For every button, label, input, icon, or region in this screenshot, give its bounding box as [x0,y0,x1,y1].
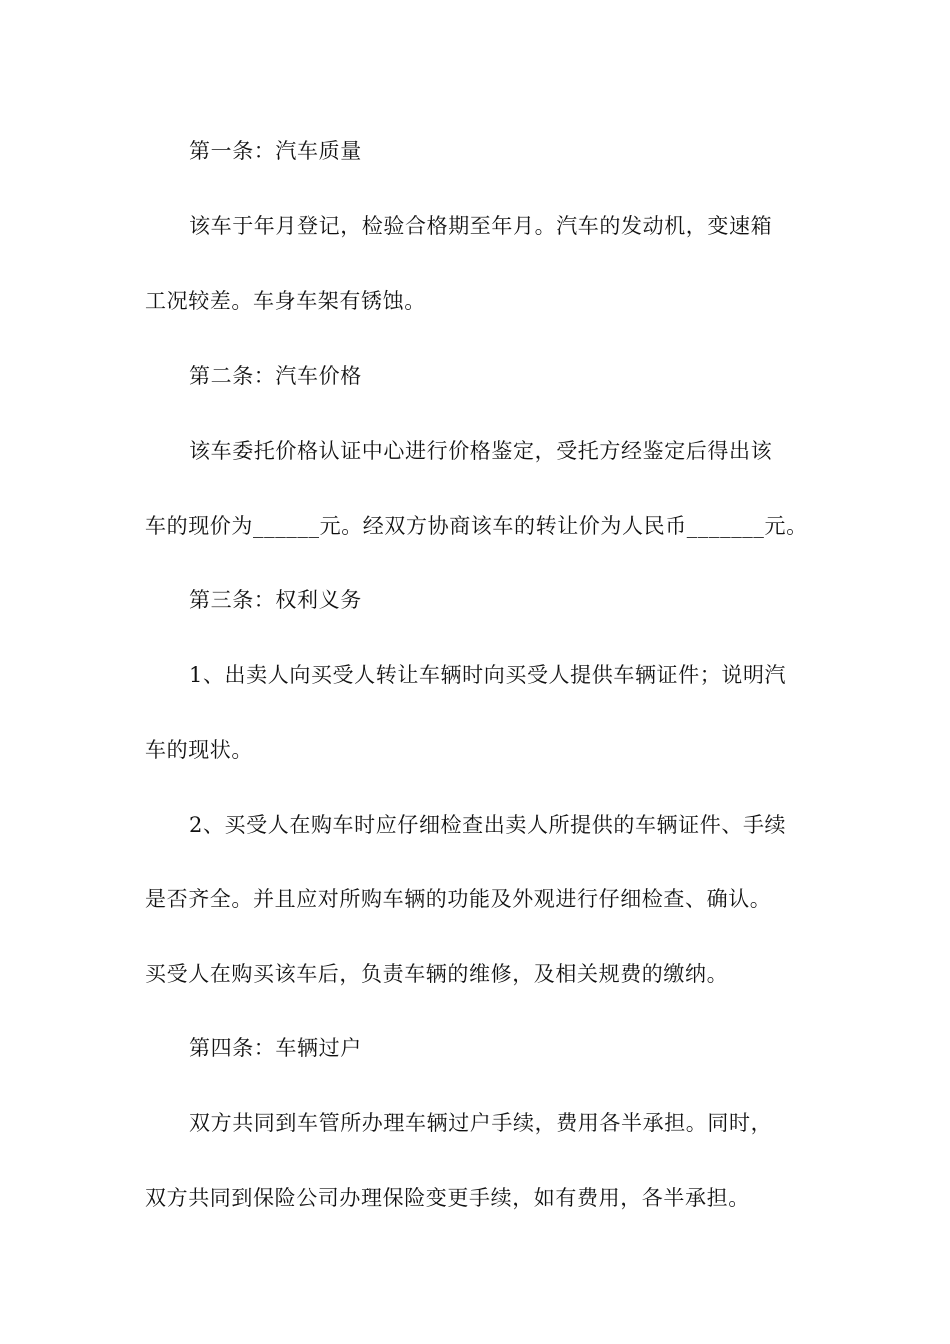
article-3-item-2-line-1: 2、买受人在购车时应仔细检查出卖人所提供的车辆证件、手续 [189,813,787,837]
article-4-heading: 第四条：车辆过户 [189,1036,362,1060]
article-1-paragraph-line-1: 该车于年月登记，检验合格期至年月。汽车的发动机，变速箱 [189,214,773,238]
article-3-item-2-line-3: 买受人在购买该车后，负责车辆的维修，及相关规费的缴纳。 [145,962,729,986]
article-1-paragraph-line-2: 工况较差。车身车架有锈蚀。 [145,289,426,313]
article-3-heading: 第三条：权利义务 [189,588,362,612]
article-2-paragraph-line-1: 该车委托价格认证中心进行价格鉴定，受托方经鉴定后得出该 [189,439,773,463]
article-2-heading: 第二条：汽车价格 [189,364,362,388]
article-4-paragraph-line-1: 双方共同到车管所办理车辆过户手续，费用各半承担。同时， [189,1111,773,1135]
article-4-paragraph-line-2: 双方共同到保险公司办理保险变更手续，如有费用，各半承担。 [145,1186,750,1210]
article-3-item-2-line-2: 是否齐全。并且应对所购车辆的功能及外观进行仔细检查、确认。 [145,887,772,911]
article-2-paragraph-line-2: 车的现价为______元。经双方协商该车的转让价为人民币_______元。 [145,514,808,538]
article-3-item-1-line-1: 1、出卖人向买受人转让车辆时向买受人提供车辆证件；说明汽 [189,663,787,687]
article-3-item-1-line-2: 车的现状。 [145,738,253,762]
article-1-heading: 第一条：汽车质量 [189,139,362,163]
